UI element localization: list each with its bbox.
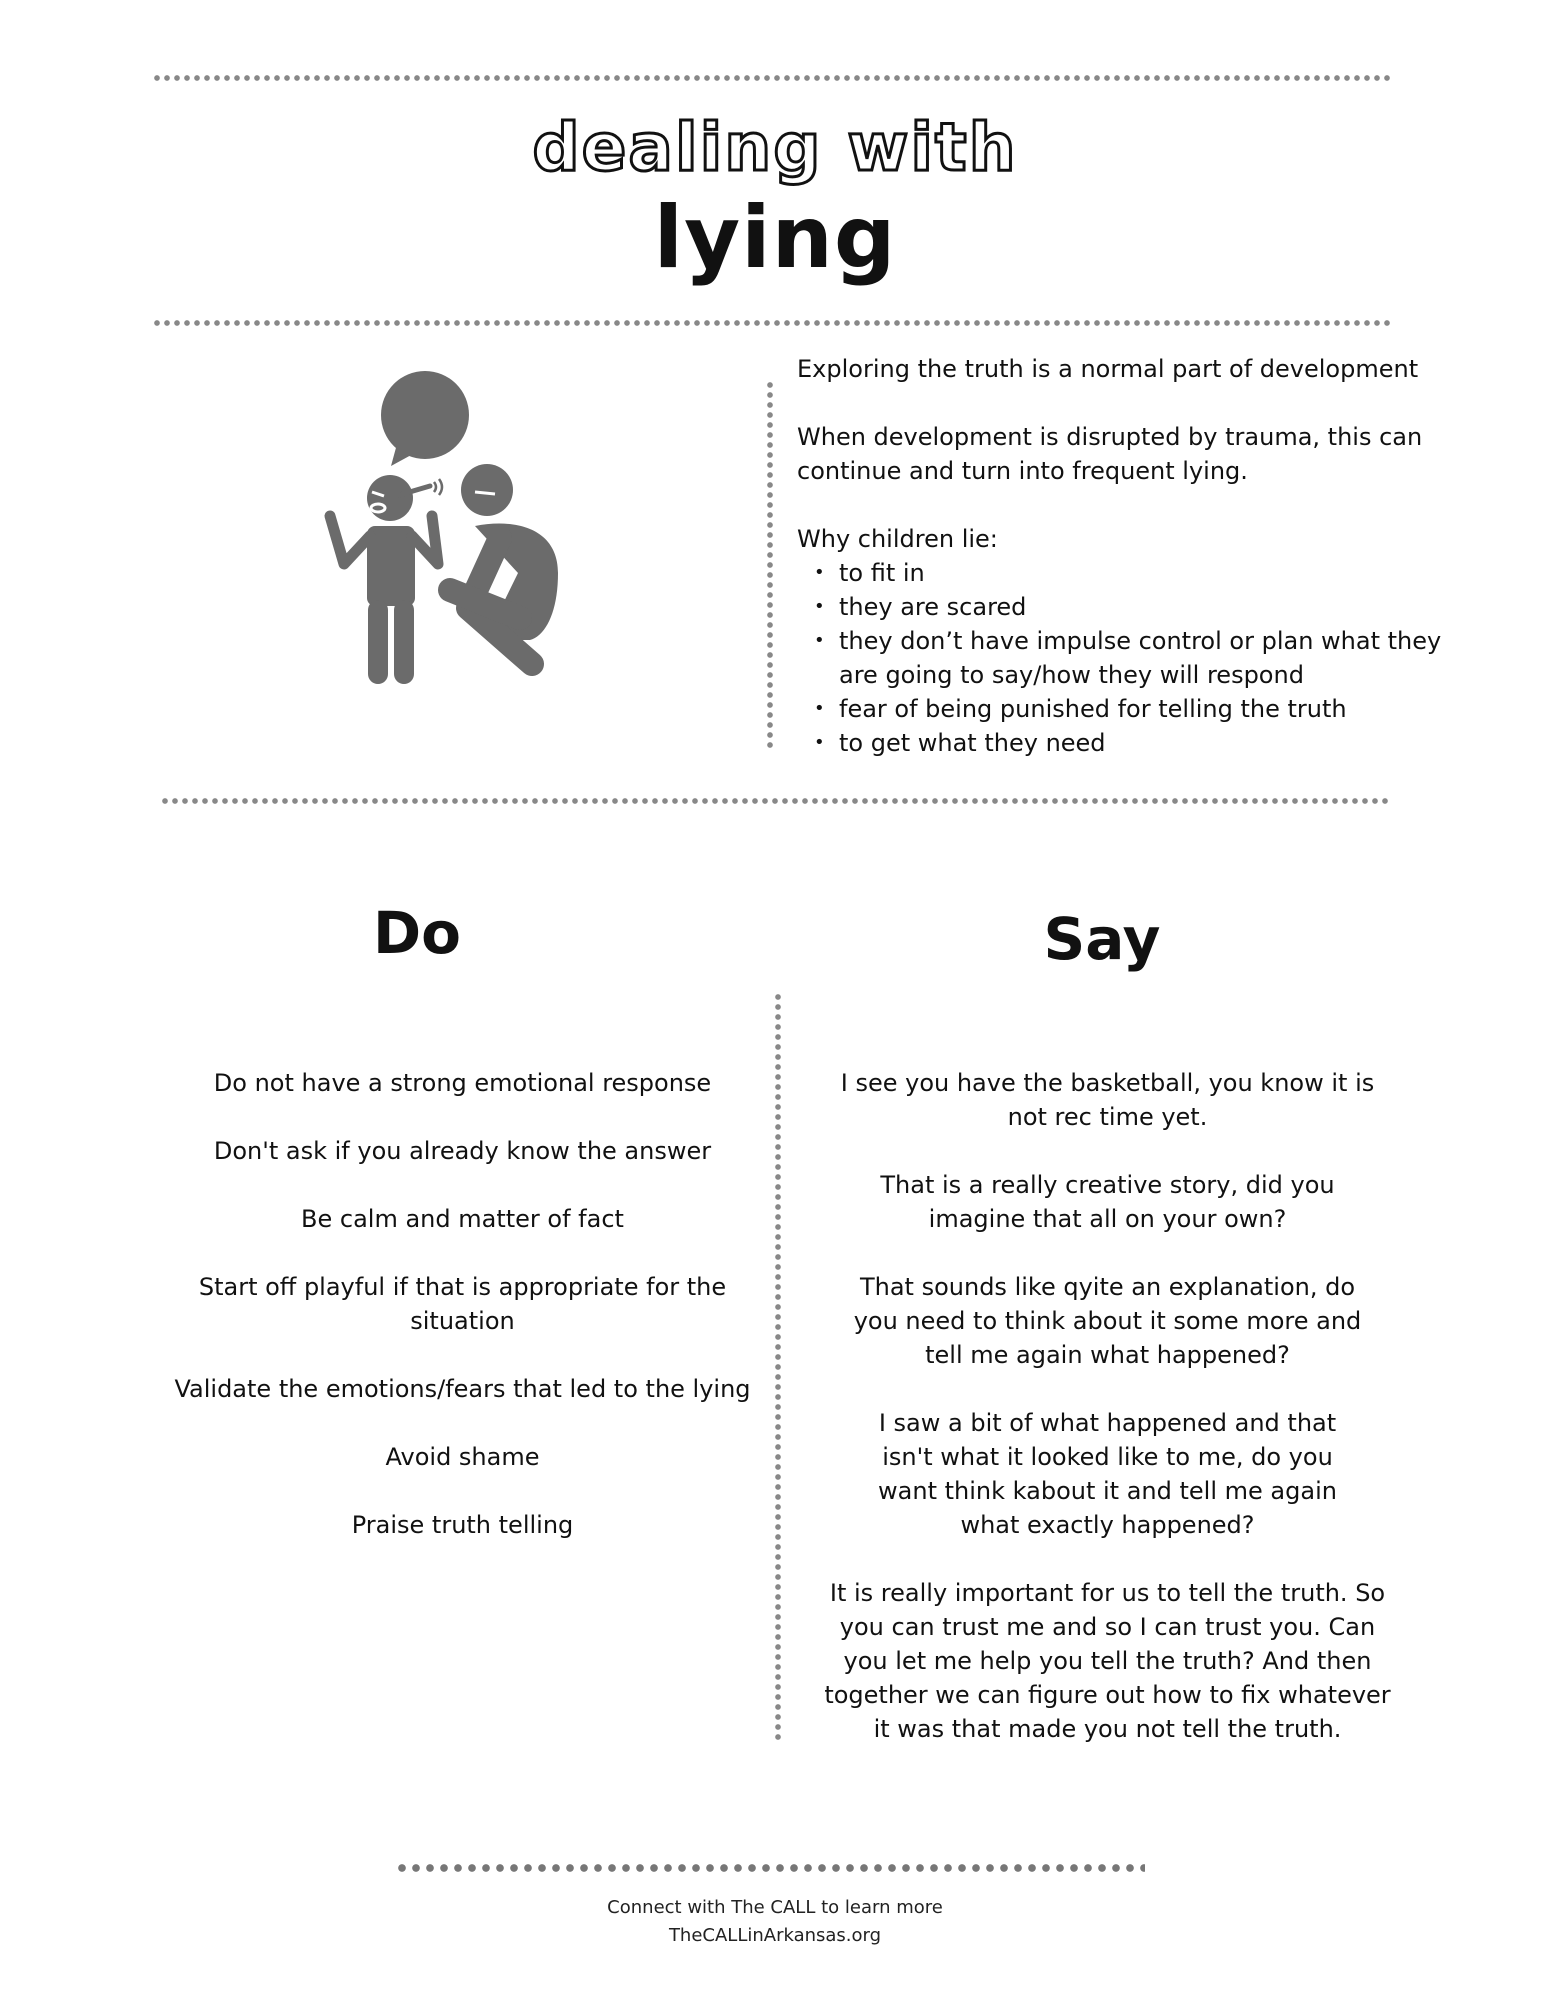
- intro-paragraph-1: Exploring the truth is a normal part of development: [797, 355, 1419, 383]
- list-item: Avoid shame: [385, 1443, 540, 1471]
- do-list: [170, 1066, 755, 1576]
- two-people-lying-pictogram-icon: [300, 368, 580, 698]
- do-heading: Do: [373, 899, 461, 967]
- list-item: Validate the emotions/fears that led to the lying: [174, 1375, 751, 1403]
- footer: [0, 1894, 1550, 1950]
- list-item: Start off playful if that is appropriate for the situation: [198, 1273, 727, 1335]
- say-list: [820, 1066, 1395, 1780]
- intro-vertical-divider: [766, 380, 774, 752]
- columns-vertical-divider: [774, 992, 782, 1744]
- intro-paragraph-2: When development is disrupted by trauma, this can continue and turn into frequent lying.: [797, 423, 1423, 485]
- list-item: Don't ask if you already know the answer: [213, 1137, 712, 1165]
- title-line-1: dealing with: [532, 109, 1018, 186]
- list-item: • to get what they need: [839, 726, 1457, 760]
- list-item: I saw a bit of what happened and that isn't what it looked like to me, do you want think kabout it and tell me again what exactly happened?: [878, 1409, 1337, 1539]
- footer-website-link[interactable]: TheCALLinArkansas.org: [668, 1925, 882, 1946]
- footer-divider: [395, 1863, 1145, 1873]
- footer-tagline: Connect with The CALL to learn more: [607, 1897, 943, 1918]
- say-heading: Say: [1043, 905, 1161, 973]
- page-title: lying: [653, 188, 897, 288]
- list-item: • they don’t have impulse control or plan what they are going to say/how they will respond: [839, 624, 1457, 692]
- list-item: It is really important for us to tell the truth. So you can trust me and so I can trust you. Can you let me help you tell the truth? And then together we can figure out how to fix whatever it was that made you not tell the truth.: [824, 1579, 1391, 1743]
- reasons-list: [797, 556, 1457, 760]
- list-item: That is a really creative story, did you imagine that all on your own?: [880, 1171, 1335, 1233]
- list-item: That sounds like qyite an explanation, do you need to think about it some more and tell me again what happened?: [853, 1273, 1362, 1369]
- top-divider: [152, 75, 1392, 81]
- reasons-heading: Why children lie:: [797, 525, 998, 553]
- intro-bottom-divider: [160, 798, 1392, 804]
- list-item: Do not have a strong emotional response: [213, 1069, 712, 1097]
- intro-section: [797, 352, 1457, 760]
- title-bottom-divider: [152, 320, 1392, 326]
- list-item: Be calm and matter of fact: [301, 1205, 624, 1233]
- list-item: • they are scared: [839, 590, 1457, 624]
- list-item: I see you have the basketball, you know it is not rec time yet.: [840, 1069, 1375, 1131]
- list-item: Praise truth telling: [351, 1511, 574, 1539]
- list-item: • fear of being punished for telling the truth: [839, 692, 1457, 726]
- list-item: • to fit in: [839, 556, 1457, 590]
